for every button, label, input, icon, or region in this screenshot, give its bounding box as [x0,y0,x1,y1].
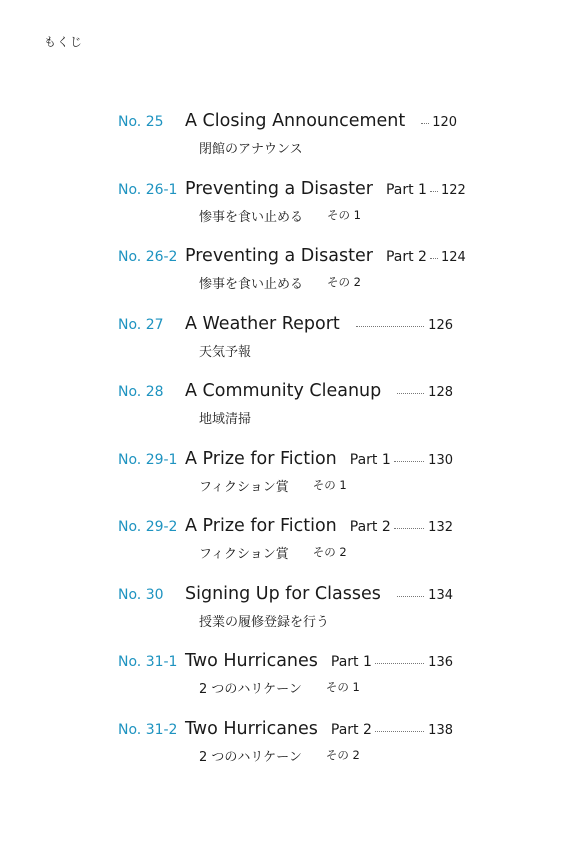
toc-entry[interactable] [118,584,453,652]
dot-leader [394,461,424,462]
entry-subtitle: フィクション賞 [199,547,289,562]
entry-number: No. 31-1 [118,654,178,670]
entry-subtitle: 惨事を食い止める [199,209,304,225]
dot-leader [356,326,424,327]
entry-part: Part 2 [349,519,391,535]
entry-page-number: 122 [440,182,466,198]
toc-entry[interactable] [118,314,453,382]
entry-number: No. 27 [118,316,164,333]
entry-title: Two Hurricanes [185,651,318,671]
entry-subtitle: 2 つのハリケーン [199,749,302,765]
toc-entry[interactable] [118,449,453,517]
entry-title: A Closing Announcement [185,111,406,131]
entry-number: No. 28 [118,384,164,400]
entry-subtitle: フィクション賞 [199,479,289,495]
entry-part: Part 1 [349,451,391,468]
entry-part: Part 2 [330,721,372,738]
entry-subtitle-part: その 2 [325,747,360,762]
entry-subtitle: 2 つのハリケーン [199,682,302,697]
entry-subtitle: 授業の履修登録を行う [199,614,330,630]
entry-page-number: 126 [428,317,453,333]
toc-entry[interactable] [118,516,453,584]
entry-number: No. 26-2 [118,249,178,265]
entry-page-number: 132 [428,520,453,535]
entry-page-number: 130 [428,452,453,468]
dot-leader [430,191,438,192]
dot-leader [430,258,438,259]
entry-number: No. 29-1 [118,451,178,468]
entry-number: No. 29-2 [118,519,178,535]
toc-entry[interactable] [118,719,453,787]
entry-page-number: 120 [432,115,458,130]
entry-subtitle-part: その 2 [312,545,347,559]
entry-number: No. 30 [118,586,164,603]
toc-entry[interactable] [118,246,466,314]
dot-leader [375,731,424,732]
entry-part: Part 1 [385,181,427,198]
toc-entry[interactable] [118,111,458,179]
entry-page-number: 138 [428,722,453,738]
entry-page-number: 124 [440,250,466,265]
entry-subtitle-part: その 1 [327,207,361,222]
entry-page-number: 136 [428,655,453,670]
entry-title: Signing Up for Classes [185,583,381,604]
dot-leader [397,596,424,597]
entry-subtitle-part: その 2 [327,275,361,289]
entry-page-number: 128 [428,385,453,400]
dot-leader [397,393,424,394]
entry-page-number: 134 [428,587,453,603]
dot-leader [421,123,429,124]
entry-number: No. 25 [118,114,164,130]
entry-title: A Prize for Fiction [185,516,337,536]
entry-number: No. 31-2 [118,721,178,738]
entry-title: Preventing a Disaster [185,246,373,266]
dot-leader [394,528,424,529]
toc-entry[interactable] [118,381,453,449]
entry-number: No. 26-1 [118,181,178,198]
entry-subtitle: 惨事を食い止める [199,277,304,292]
entry-subtitle-part: その 1 [312,477,347,492]
entry-subtitle: 閉館のアナウンス [199,142,303,157]
table-of-contents [118,111,466,786]
entry-subtitle: 地域清掃 [199,412,252,427]
entry-title: Two Hurricanes [185,718,318,739]
entry-title: A Community Cleanup [185,381,382,401]
page-header: もくじ [44,35,84,49]
entry-title: A Weather Report [185,313,340,334]
toc-entry[interactable] [118,651,453,719]
entry-subtitle: 天気予報 [199,344,252,360]
entry-part: Part 2 [385,249,427,265]
toc-entry[interactable] [118,178,466,247]
dot-leader [375,663,424,664]
entry-subtitle-part: その 1 [325,680,360,694]
entry-part: Part 1 [330,654,372,670]
entry-title: A Prize for Fiction [185,448,337,469]
entry-title: Preventing a Disaster [185,178,373,199]
